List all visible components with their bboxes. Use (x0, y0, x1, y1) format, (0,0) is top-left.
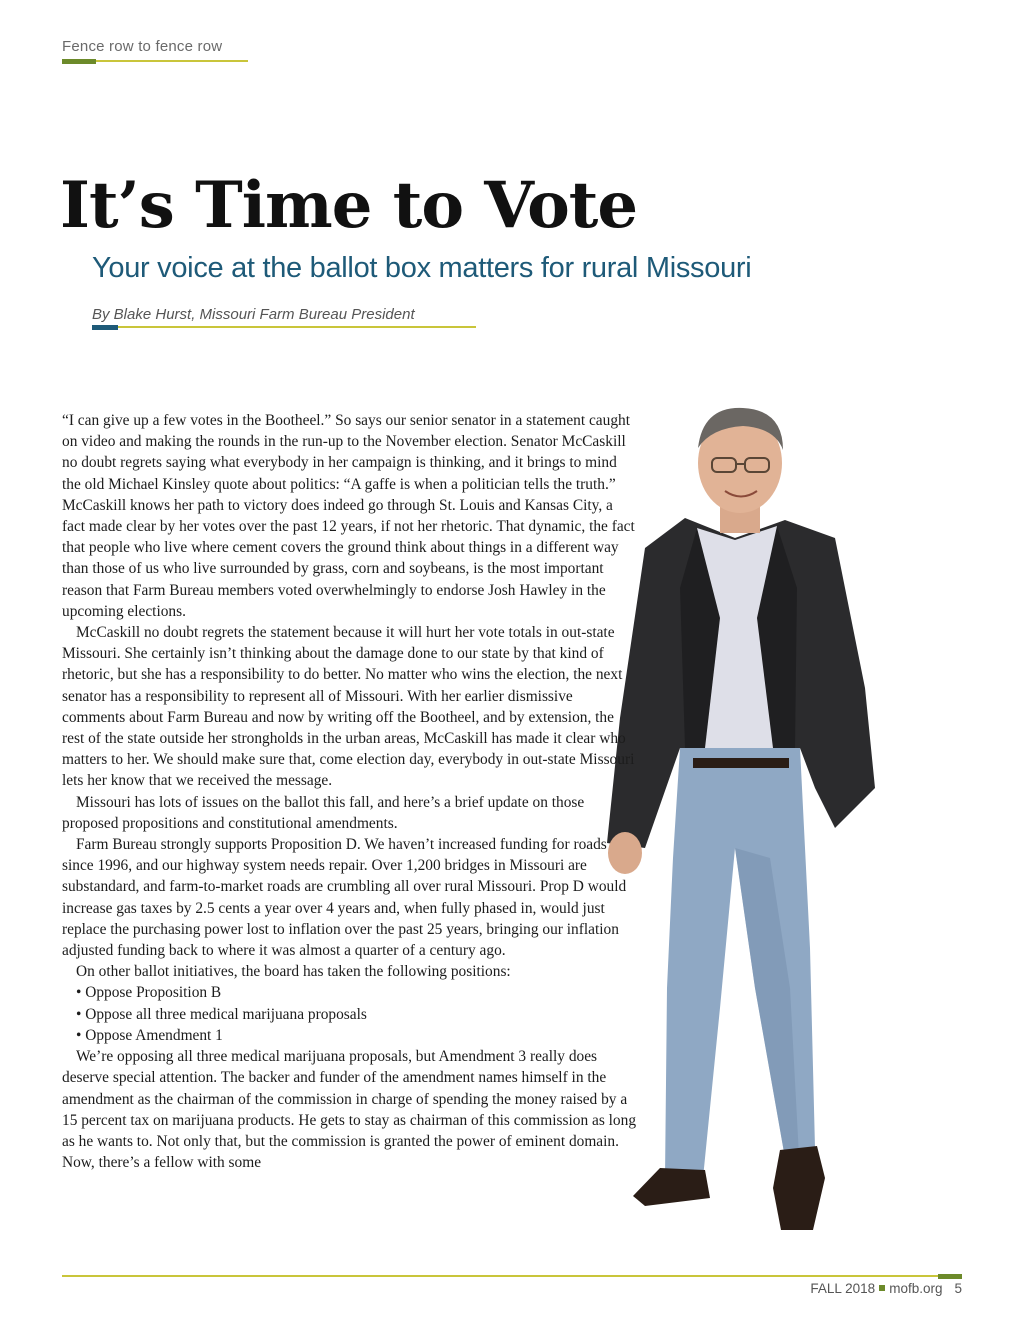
page-footer (810, 1281, 962, 1296)
article-subhead: Your voice at the ballot box matters for rural Missouri (92, 252, 752, 284)
footer-rule (62, 1275, 962, 1277)
footer-issue: FALL 2018 (810, 1281, 876, 1296)
article-paragraph: Missouri has lots of issues on the ballot this fall, and here’s a brief update on those proposed propositions and constitutional amendments. (62, 793, 585, 832)
position-item: • Oppose Proposition B (76, 984, 222, 1002)
footer-site: mofb.org (889, 1281, 943, 1296)
byline-rule-accent (92, 325, 118, 330)
byline-rule (92, 326, 476, 328)
square-separator-icon (879, 1285, 885, 1291)
section-rule-accent (62, 59, 96, 64)
article-body (62, 410, 637, 1173)
article-paragraph: We’re opposing all three medical marijuana proposals, but Amendment 3 really does deserve special attention. The backer and funder of the amendment names himself in the amendment as the chairman of the commission in charge of spending the money raised by a 15 percent tax on marijuana products. He gets to stay as chairman of this commission as long as he wants to. Not only that, but the commission is granted the power of eminent domain. Now, there’s a fellow with some (62, 1048, 637, 1172)
article-paragraph: “I can give up a few votes in the Bootheel.” So says our senior senator in a statement caught on video and making the rounds in the run-up to the November election. Senator McCaskill no doubt regrets saying what everybody in her campaign is thinking, and it brings to mind the old Michael Kinsley quote about politics: “A gaffe is when a politician tells the truth.” McCaskill knows her path to victory does indeed go through St. Louis and Kansas City, a fact made clear by her votes over the past 12 years, if not her rhetoric. That dynamic, the fact that people who live where cement covers the ground think about things in a different way than those of us who live surrounded by grass, corn and soybeans, is the most important reason that Farm Bureau members voted overwhelmingly to endorse Josh Hawley in the upcoming elections. (62, 412, 635, 620)
footer-rule-accent (938, 1274, 962, 1279)
article-paragraph: On other ballot initiatives, the board has taken the following positions: (76, 963, 511, 981)
article-byline: By Blake Hurst, Missouri Farm Bureau President (92, 306, 415, 323)
position-item: • Oppose Amendment 1 (76, 1026, 223, 1044)
position-item: • Oppose all three medical marijuana proposals (76, 1005, 367, 1023)
article-paragraph: McCaskill no doubt regrets the statement because it will hurt her vote totals in out-state Missouri. She certainly isn’t thinking about the damage done to our state by that kind of rhetoric, but she has a responsibility to do better. No matter who wins the election, the next senator has a responsibility to represent all of Missouri. With her earlier dismissive comments about Farm Bureau and now by writing off the Bootheel, and by extension, the rest of the state outside her strongholds in the urban areas, McCaskill has made it clear who matters to her. We should make sure that, come election day, everybody in out-state Missouri lets her know that we received the message. (62, 624, 635, 790)
page-number: 5 (954, 1281, 962, 1296)
article-headline: It’s Time to Vote (60, 168, 638, 243)
section-label: Fence row to fence row (62, 38, 223, 55)
article-paragraph: Farm Bureau strongly supports Proposition D. We haven’t increased funding for roads since 1996, and our highway system needs repair. Over 1,200 bridges in Missouri are substandard, and farm-to-market roads are crumbling all over rural Missouri. Prop D would increase gas taxes by 2.5 cents a year over 4 years and, when fully phased in, would just replace the purchasing power lost to inflation over the past 25 years, bringing our inflation adjusted funding back to where it was almost a quarter of a century ago. (62, 836, 627, 960)
